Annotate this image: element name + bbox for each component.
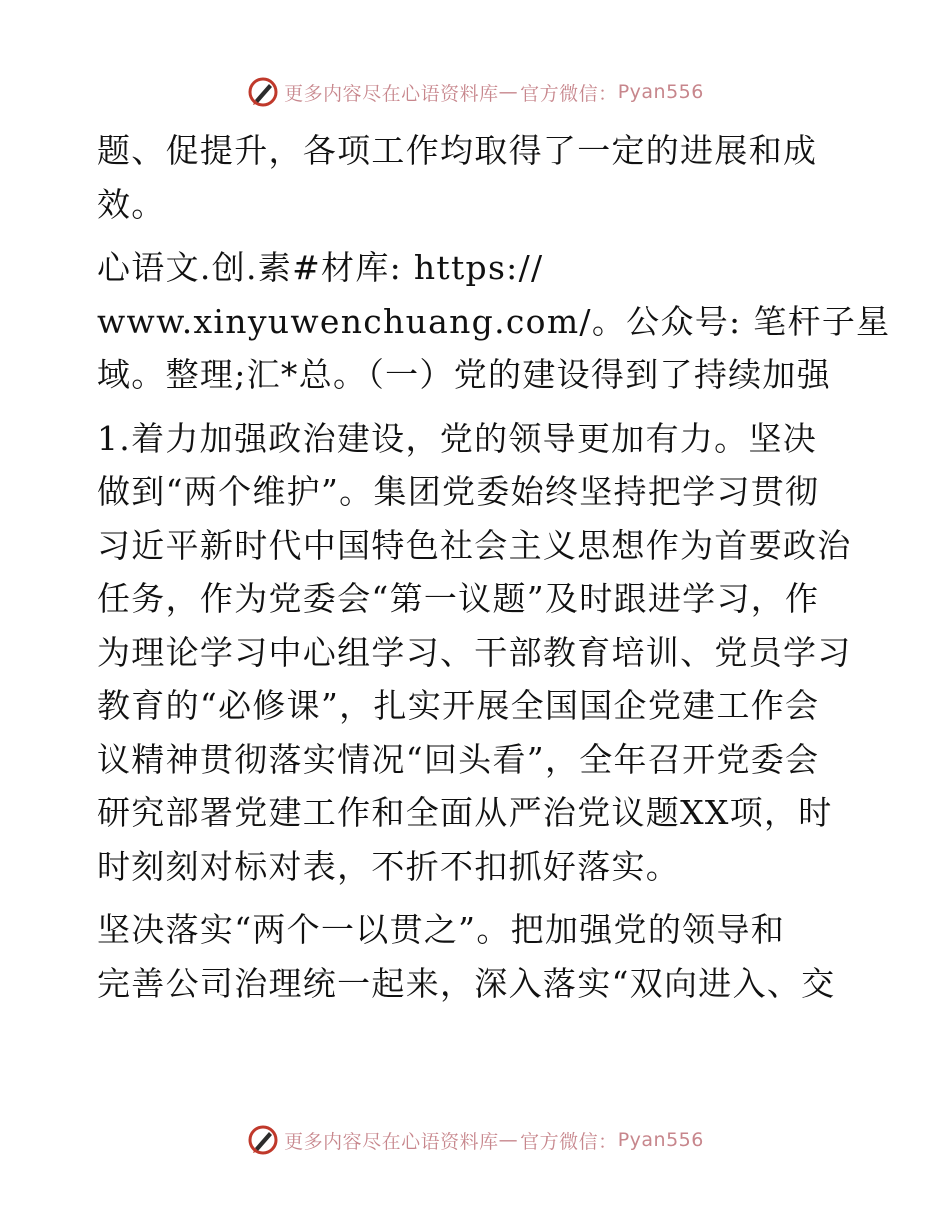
footer-banner bbox=[0, 1120, 950, 1160]
text-line: 议精神贯彻落实情况“回头看”，全年召开党委会 bbox=[97, 739, 820, 779]
banner-wechat-id: Pyan556 bbox=[617, 1129, 704, 1151]
text-line: 效。 bbox=[97, 184, 166, 224]
text-line: 坚决落实“两个一以贯之”。把加强党的领导和 bbox=[97, 910, 786, 949]
banner-text: 更多内容尽在心语资料库 bbox=[284, 82, 499, 105]
paragraph-4 bbox=[97, 903, 853, 1010]
text-line: 心语文.创.素#材库: https:// bbox=[97, 248, 544, 287]
text-line: 为理论学习中心组学习、干部教育培训、党员学习 bbox=[97, 632, 852, 672]
banner-separator: — bbox=[498, 1129, 519, 1151]
paragraph-3 bbox=[97, 412, 853, 894]
text-line: 习近平新时代中国特色社会主义思想作为首要政治 bbox=[97, 525, 852, 565]
text-line: 题、促提升，各项工作均取得了一定的进展和成 bbox=[97, 131, 818, 170]
banner-wechat-id: Pyan556 bbox=[617, 81, 704, 103]
text-line: 任务，作为党委会“第一议题”及时跟进学习，作 bbox=[97, 579, 820, 618]
text-line: 做到“两个维护”。集团党委始终坚持把学习贯彻 bbox=[97, 472, 820, 511]
text-line: 教育的“必修课”，扎实开展全国国企党建工作会 bbox=[97, 686, 820, 725]
paragraph-2 bbox=[97, 241, 891, 402]
text-line: 1.着力加强政治建设，党的领导更加有力。坚决 bbox=[97, 418, 818, 458]
banner-wechat-label: 官方微信： bbox=[520, 1130, 618, 1153]
header-banner bbox=[0, 72, 950, 112]
text-line: 研究部署党建工作和全面从严治党议题XX项，时 bbox=[97, 793, 833, 832]
banner-wechat-label: 官方微信： bbox=[520, 82, 618, 105]
banner-text: 更多内容尽在心语资料库 bbox=[284, 1130, 499, 1153]
paragraph-1 bbox=[97, 124, 853, 231]
text-line: www.xinyuwenchuang.com/。公众号: 笔杆子星 bbox=[97, 301, 891, 341]
pen-logo-icon bbox=[246, 1123, 280, 1157]
document-body bbox=[97, 124, 891, 1020]
text-line: 域。整理;汇*总。（一）党的建设得到了持续加强 bbox=[97, 355, 832, 394]
text-line: 完善公司治理统一起来，深入落实“双向进入、交 bbox=[97, 963, 836, 1003]
text-line: 时刻刻对标对表，不折不扣抓好落实。 bbox=[97, 846, 681, 886]
banner-separator: — bbox=[498, 81, 519, 103]
pen-logo-icon bbox=[246, 75, 280, 109]
